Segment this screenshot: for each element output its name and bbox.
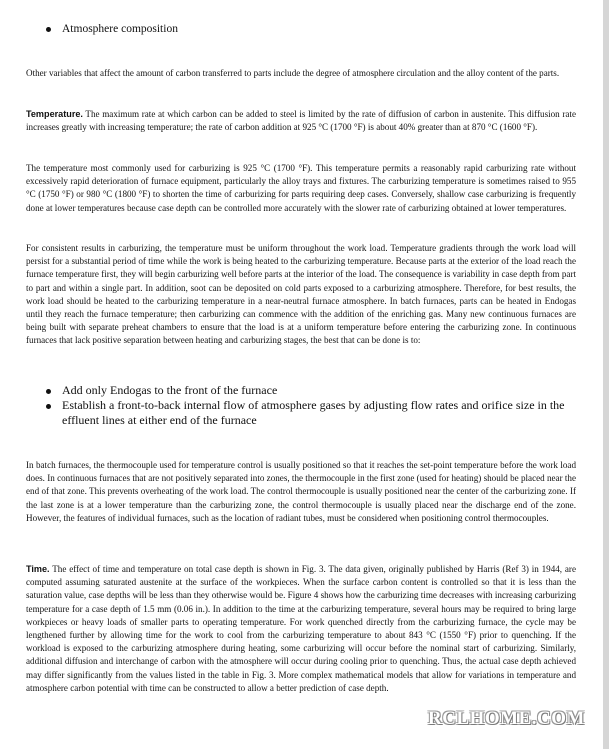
section-heading-temperature: Temperature.	[26, 109, 83, 119]
paragraph-time-body: The effect of time and temperature on total case depth is shown in Fig. 3. The data given, originally published by Harris (Ref 3) in 1944, are computed assuming saturated austenite at the surface of the workpieces. When the surface carbon content is controlled so that it is less than the saturation value, case depths will be less than they otherwise would be. Figure 4 shows how the carburizing time decreases with increasing carburizing temperature for a case depth of 1.5 mm (0.06 in.). In addition to the time at the carburizing temperature, several hours may be required to bring large workpieces or heavy loads of smaller parts to operating temperature. For work quenched directly from the carburizing furnace, the cycle may be lengthened further by allowing time for the work to cool from the carburizing temperature to about 843 °C (1550 °F) prior to quenching. If the workload is exposed to the carburizing atmosphere during heating, some carburizing will occur before the nominal start of carburizing. Similarly, additional diffusion and interchange of carbon with the atmosphere will occur during cooling prior to quenching. Thus, the actual case depth achieved may differ significantly from the values listed in the table in Fig. 3. More complex mathematical models that allow for variations in temperature and atmosphere carbon potential with time can be constructed to allow a better prediction of case depth.	[26, 564, 576, 693]
paragraph-temperature	[26, 108, 576, 134]
paragraph-temperature-body: The maximum rate at which carbon can be added to steel is limited by the rate of diffusion of carbon in austenite. This diffusion rate increases greatly with increasing temperature; the rate of carbon addition at 925 °C (1700 °F) is about 40% greater than at 870 °C (1600 °F).	[26, 109, 576, 133]
bullet-item: Atmosphere composition	[26, 21, 576, 37]
section-heading-time: Time.	[26, 564, 50, 574]
paragraph-thermocouple: In batch furnaces, the thermocouple used for temperature control is usually positioned so that it reaches the set-point temperature before the work load does. In continuous furnaces that are not positively separated into zones, the thermocouple in the first zone (used for heating) should be placed near the end of that zone. This prevents overheating of the work load. The control thermocouple is usually positioned near the center of the carburizing zone. If the last zone is at a lower temperature than the carburizing zone, the control thermocouple is usually placed near the discharge end of the zone. However, the features of individual furnaces, such as the location of radiant tubes, must be considered when positioning control thermocouples.	[26, 460, 576, 523]
paragraph-uniformity: For consistent results in carburizing, the temperature must be uniform throughout the work load. Temperature gradients through the work load will persist for a substantial period of time while the work is being heated to the carburizing temperature. Because parts at the exterior of the load reach the furnace temperature first, they will begin carburizing well before parts at the interior of the load. The consequence is variability in case depth from part to part and within a single part. In addition, soot can be deposited on cold parts exposed to a carburizing atmosphere. Therefore, for best results, the work load should be heated to the carburizing temperature in a near-neutral furnace atmosphere. In batch furnaces, parts can be heated in Endogas until they reach the furnace temperature; then carburizing can commence with the addition of the enriching gas. Many new continuous furnaces are being built with separate preheat chambers to ensure that the load is at a uniform temperature before entering the carburizing zone. In continuous furnaces that lack positive separation between heating and carburizing stages, the best that can be done is to:	[26, 243, 576, 346]
watermark-logo: RCLHOME.COM	[428, 708, 585, 729]
paragraph-common-temperature: The temperature most commonly used for carburizing is 925 °C (1700 °F). This temperature permits a reasonably rapid carburizing rate without excessively rapid deterioration of furnace equipment, particularly the alloy trays and fixtures. The carburizing temperature is sometimes raised to 955 °C (1750 °F) or 980 °C (1800 °F) to shorten the time of carburizing for parts requiring deep cases. Conversely, shallow case carburizing is frequently done at lower temperatures because case depth can be controlled more accurately with the slower rate of carburizing obtained at lower temperatures.	[26, 163, 576, 213]
bullet-item: Add only Endogas to the front of the furnace	[26, 383, 576, 398]
bullet-item: Establish a front-to-back internal flow of atmosphere gases by adjusting flow rates and orifice size in the effluent lines at either end of the furnace	[26, 398, 576, 427]
paragraph-time	[26, 563, 576, 695]
bullet-list-top	[26, 21, 576, 37]
bullet-list-furnace	[26, 383, 576, 428]
paragraph-variables: Other variables that affect the amount of carbon transferred to parts include the degree of atmosphere circulation and the alloy content of the parts.	[26, 68, 560, 78]
page-edge-shadow	[603, 0, 609, 749]
